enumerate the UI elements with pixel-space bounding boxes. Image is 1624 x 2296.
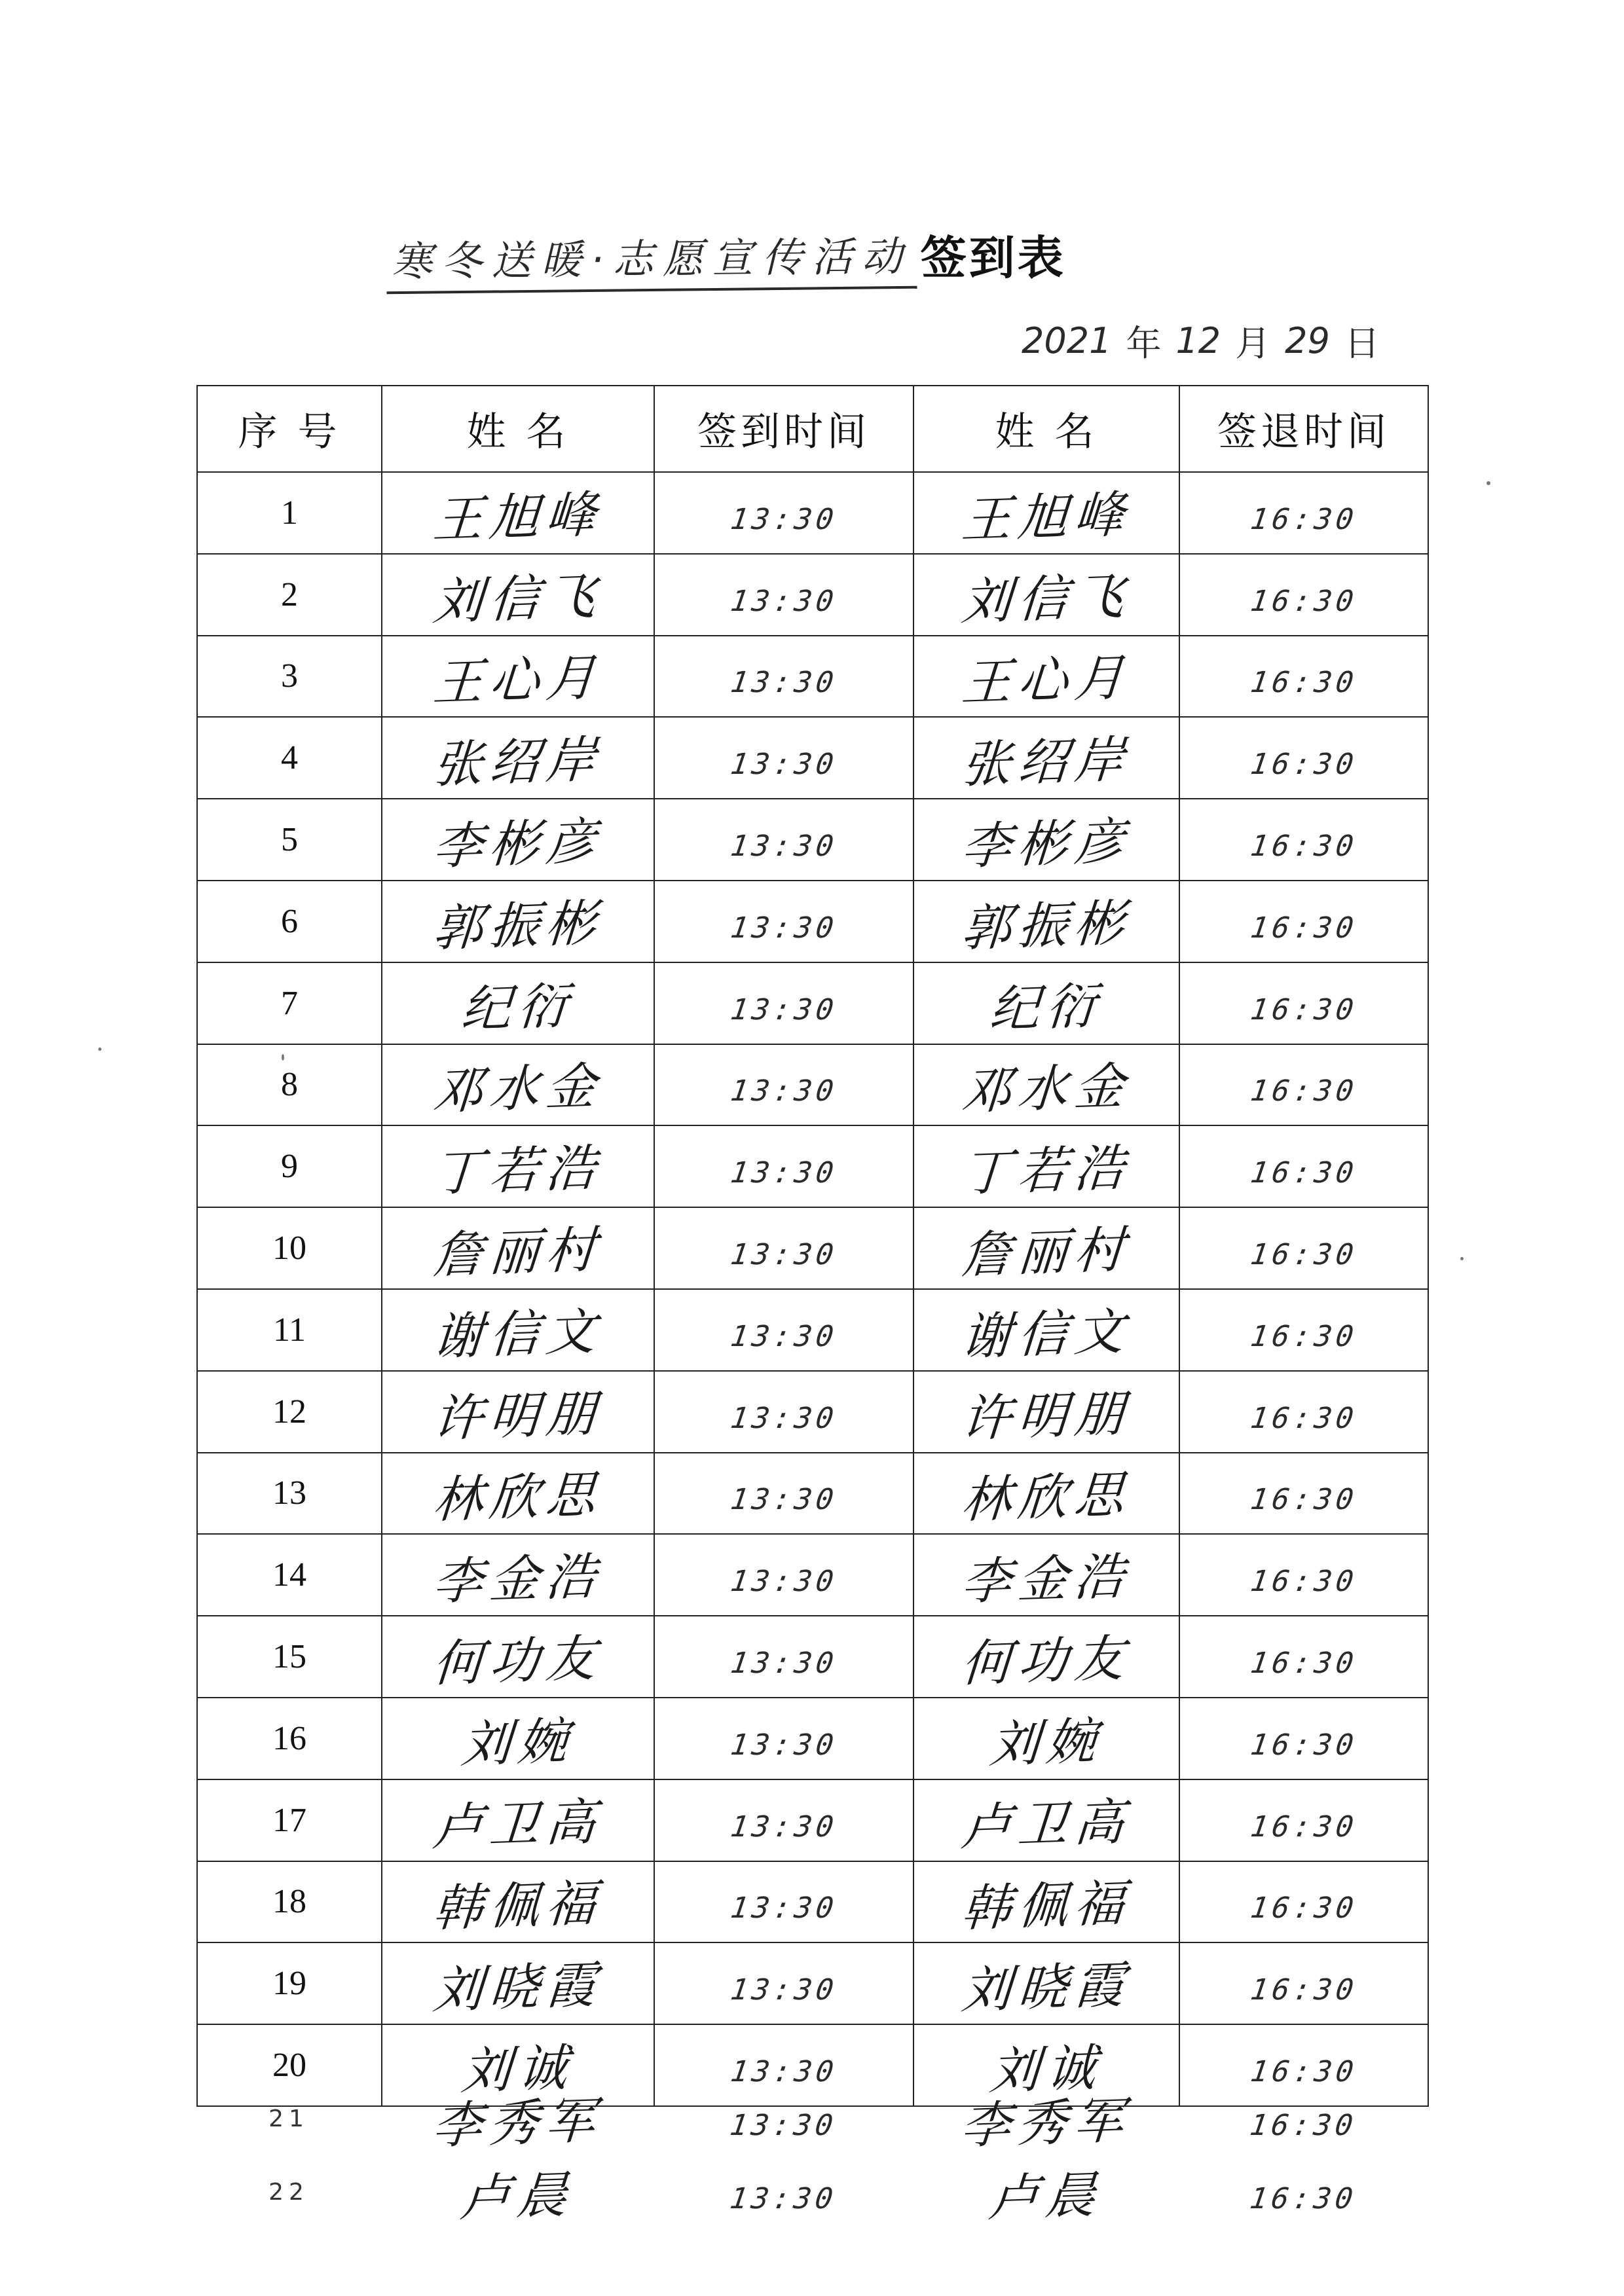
signout-time: 16:30: [1248, 1565, 1359, 1599]
signin-time: 13:30: [728, 584, 840, 618]
signout-signature: 许明朋: [959, 1383, 1133, 1448]
row-number: 18: [272, 1883, 306, 1921]
signout-signature-cell: [913, 1534, 1179, 1616]
signin-signature: 张绍岸: [431, 729, 604, 794]
signin-time-cell: [654, 2155, 913, 2229]
signin-signature-cell: [382, 1698, 654, 1779]
signin-signature: 纪衍: [459, 975, 576, 1038]
signin-signature: 刘诚: [459, 2037, 576, 2101]
signout-signature-cell: [913, 1125, 1179, 1207]
signout-time-cell: [1179, 1942, 1428, 2024]
signin-signature-cell: [382, 799, 654, 881]
signin-signature: 刘婉: [459, 1711, 576, 1774]
signin-signature-cell: [381, 2155, 654, 2229]
signin-signature: 郭振彬: [431, 893, 604, 958]
scan-speck: [98, 1048, 101, 1051]
signout-signature-cell: [913, 962, 1179, 1044]
signout-signature: 刘婉: [987, 1711, 1105, 1774]
signout-time: 16:30: [1248, 829, 1359, 864]
signout-time: 16:30: [1248, 1728, 1359, 1762]
signin-time-cell: [654, 1207, 913, 1289]
signout-time: 16:30: [1248, 993, 1359, 1027]
signin-time-cell: [654, 1861, 913, 1943]
signin-time-cell: [654, 1616, 913, 1698]
row-number-cell: [197, 1207, 382, 1289]
row-number-cell: [197, 1371, 382, 1453]
signin-time: 13:30: [728, 1319, 840, 1353]
table-body: [197, 472, 1428, 2106]
signout-time: 16:30: [1248, 1074, 1359, 1108]
header-signout-time: 签退时间: [1179, 386, 1428, 472]
table-row: [197, 636, 1428, 718]
signin-signature-cell: [382, 1125, 654, 1207]
sheet-date: [1022, 314, 1388, 367]
signin-signature-cell: [382, 1453, 654, 1535]
header-signin-time: 签到时间: [654, 386, 913, 472]
row-number-cell: [197, 799, 382, 881]
row-number: 12: [272, 1393, 306, 1430]
signin-signature: 卢卫高: [431, 1792, 604, 1857]
date-month-unit: 月: [1235, 322, 1271, 364]
signin-time: 13:30: [728, 1483, 840, 1517]
signout-signature: 卢卫高: [959, 1792, 1133, 1857]
handwritten-event-name: 寒冬送暖·志愿宣传活动: [386, 224, 917, 294]
signout-signature-cell: [913, 1698, 1179, 1779]
signout-signature: 何功友: [959, 1628, 1133, 1693]
signout-signature-cell: [913, 1044, 1179, 1126]
signin-signature-cell: [382, 1616, 654, 1698]
signin-time: 13:30: [728, 1810, 840, 1844]
signin-signature: 王心月: [431, 647, 604, 713]
signin-time-cell: [654, 1698, 913, 1779]
table-row: [197, 554, 1428, 636]
signout-signature: 詹丽村: [959, 1220, 1133, 1285]
signout-time: 16:30: [1248, 911, 1359, 945]
signin-signature: 刘信飞: [431, 566, 604, 631]
signout-signature-cell: [913, 1779, 1179, 1861]
signout-signature: 谢信文: [959, 1302, 1133, 1366]
extra-rows-table: [196, 2082, 1428, 2229]
signin-time: 13:30: [728, 2181, 839, 2215]
row-number: 4: [281, 739, 298, 777]
row-number: 22: [268, 2178, 309, 2206]
row-number-cell: [196, 2082, 381, 2155]
table-row: [197, 1044, 1428, 1126]
signin-signature: 李秀军: [430, 2090, 604, 2155]
row-number-cell: [197, 1616, 382, 1698]
signout-signature-cell: [913, 636, 1179, 718]
signout-signature-cell: [913, 1616, 1179, 1698]
signin-time: 13:30: [728, 911, 840, 945]
table-header-row: [197, 386, 1428, 472]
signout-signature: 纪衍: [987, 975, 1105, 1038]
signout-time-cell: [1179, 1371, 1428, 1453]
signout-time: 16:30: [1247, 2181, 1359, 2215]
signin-time: 13:30: [728, 2055, 840, 2089]
signout-signature-cell: [913, 1207, 1179, 1289]
row-number: 14: [272, 1556, 306, 1594]
signout-time-cell: [1179, 1125, 1428, 1207]
row-number-cell: [197, 1698, 382, 1779]
signin-time: 13:30: [728, 993, 840, 1027]
signout-signature: 王旭峰: [959, 484, 1133, 549]
signin-time-cell: [654, 636, 913, 718]
signout-signature-cell: [913, 554, 1179, 636]
signin-table: [196, 385, 1429, 2107]
signout-time-cell: [1179, 1207, 1428, 1289]
table-row: [197, 472, 1428, 554]
row-number: 15: [272, 1638, 306, 1676]
row-number-cell: [197, 554, 382, 636]
signin-time: 13:30: [728, 1647, 840, 1681]
row-number-cell: [197, 1125, 382, 1207]
signout-time: 16:30: [1248, 1319, 1359, 1353]
signin-time-cell: [654, 472, 913, 554]
signin-signature-cell: [382, 1534, 654, 1616]
table-row: [197, 1779, 1428, 1861]
signout-time: 16:30: [1248, 1647, 1359, 1681]
table-row: [197, 1698, 1428, 1779]
signout-time: 16:30: [1248, 1483, 1359, 1517]
date-month: 12: [1175, 319, 1221, 361]
row-number: 1: [281, 494, 298, 532]
row-number: 10: [272, 1230, 306, 1267]
signout-signature: 张绍岸: [959, 729, 1133, 794]
signout-signature: 李金浩: [959, 1546, 1133, 1611]
signin-signature: 韩佩福: [431, 1873, 604, 1939]
signout-time-cell: [1179, 799, 1428, 881]
signout-signature: 刘信飞: [959, 566, 1133, 631]
scan-speck: [1460, 1257, 1464, 1260]
signin-signature: 王旭峰: [431, 484, 604, 549]
row-number-cell: [196, 2155, 381, 2229]
table-row: [197, 1616, 1428, 1698]
signout-signature-cell: [913, 1371, 1179, 1453]
signin-signature: 林欣思: [431, 1465, 604, 1530]
signout-signature: 丁若浩: [959, 1138, 1133, 1203]
signout-signature: 王心月: [959, 647, 1133, 713]
row-number: 19: [272, 1965, 306, 2003]
row-number: 13: [272, 1474, 306, 1512]
row-number: 21: [268, 2105, 309, 2132]
signin-time: 13:30: [728, 1973, 840, 2007]
table-row: [197, 962, 1428, 1044]
signout-signature: 韩佩福: [959, 1873, 1133, 1939]
row-number-cell: [197, 881, 382, 962]
signout-signature: 卢晨: [987, 2164, 1104, 2227]
signin-time-cell: [654, 1125, 913, 1207]
signin-signature: 谢信文: [431, 1302, 604, 1366]
signout-signature-cell: [913, 717, 1179, 799]
date-day: 29: [1285, 319, 1330, 361]
row-number-cell: [197, 1044, 382, 1126]
signin-signature: 李金浩: [431, 1546, 604, 1611]
signout-time-cell: [1179, 881, 1428, 962]
signin-time: 13:30: [728, 1074, 840, 1108]
row-number-cell: [197, 1289, 382, 1371]
signout-time: 16:30: [1247, 2108, 1359, 2142]
signout-time-cell: [1179, 1861, 1428, 1943]
signin-signature-cell: [382, 1779, 654, 1861]
date-year-unit: 年: [1126, 322, 1162, 364]
signout-time: 16:30: [1248, 748, 1359, 782]
signin-signature-cell: [382, 554, 654, 636]
signout-signature-cell: [913, 2155, 1179, 2229]
signout-time-cell: [1179, 554, 1428, 636]
signout-signature-cell: [913, 799, 1179, 881]
signout-signature-cell: [913, 881, 1179, 962]
row-number-cell: [197, 636, 382, 718]
signin-time-cell: [654, 1534, 913, 1616]
signout-signature: 李彬彦: [959, 811, 1133, 876]
signout-time: 16:30: [1248, 1238, 1359, 1272]
signin-time-cell: [654, 799, 913, 881]
signout-signature-cell: [913, 472, 1179, 554]
row-number: 6: [281, 902, 298, 940]
printed-title: 签到表: [920, 231, 1066, 285]
signout-signature: 刘诚: [987, 2037, 1105, 2101]
signin-signature: 许明朋: [431, 1383, 604, 1448]
signin-signature: 李彬彦: [431, 811, 604, 876]
row-number-cell: [197, 717, 382, 799]
signout-time: 16:30: [1248, 1810, 1359, 1844]
signin-time-cell: [654, 1289, 913, 1371]
signin-signature-cell: [382, 1044, 654, 1126]
signin-signature: 何功友: [431, 1628, 604, 1693]
signin-time-cell: [654, 1453, 913, 1535]
signin-signature: 邓水金: [431, 1056, 604, 1121]
signout-time-cell: [1179, 1698, 1428, 1779]
signout-time: 16:30: [1248, 1891, 1359, 1925]
signout-signature-cell: [913, 1861, 1179, 1943]
table-row: [197, 1534, 1428, 1616]
table-row: [197, 1289, 1428, 1371]
signout-time-cell: [1179, 1616, 1428, 1698]
row-number: 8: [281, 1066, 298, 1104]
signin-signature-cell: [382, 1289, 654, 1371]
row-number: 11: [272, 1311, 306, 1349]
row-number-cell: [197, 1453, 382, 1535]
signin-time-cell: [654, 1942, 913, 2024]
row-number: 16: [272, 1719, 306, 1757]
signout-signature-cell: [913, 1453, 1179, 1535]
signout-time: 16:30: [1248, 1156, 1359, 1190]
signout-time: 16:30: [1248, 666, 1359, 700]
header-serial-number: 序 号: [197, 386, 382, 472]
signin-time-cell: [654, 717, 913, 799]
signout-signature: 邓水金: [959, 1056, 1133, 1121]
signin-signature-cell: [381, 2082, 654, 2155]
signin-signature-cell: [382, 1861, 654, 1943]
signin-time: 13:30: [728, 748, 840, 782]
header-name-in: 姓 名: [382, 386, 654, 472]
signout-time-cell: [1179, 1534, 1428, 1616]
signout-time: 16:30: [1248, 502, 1359, 536]
signout-time-cell: [1179, 1289, 1428, 1371]
row-number-cell: [197, 1942, 382, 2024]
signout-time-cell: [1179, 1044, 1428, 1126]
signin-time-cell: [654, 1044, 913, 1126]
signout-time-cell: [1179, 2155, 1428, 2229]
table-row: [197, 1371, 1428, 1453]
signin-signature: 刘晓霞: [431, 1955, 604, 2020]
signout-time: 16:30: [1248, 1973, 1359, 2007]
signin-time-cell: [654, 1779, 913, 1861]
table-row: [197, 799, 1428, 881]
row-number-cell: [197, 1534, 382, 1616]
row-number: 7: [281, 984, 298, 1022]
signin-time: 13:30: [728, 2108, 839, 2142]
signout-time: 16:30: [1248, 1401, 1359, 1435]
sheet-title: [386, 219, 1270, 291]
signin-signature: 詹丽村: [431, 1220, 604, 1285]
signout-signature-cell: [913, 1289, 1179, 1371]
signin-signature: 卢晨: [458, 2164, 576, 2227]
extra-rows-body: [196, 2082, 1428, 2229]
row-number: 20: [272, 2047, 306, 2085]
signout-time-cell: [1179, 472, 1428, 554]
signin-time: 13:30: [728, 1156, 840, 1190]
signin-time: 13:30: [728, 1891, 840, 1925]
scan-speck: [1486, 481, 1490, 485]
signin-time-cell: [654, 962, 913, 1044]
row-number: 5: [281, 821, 298, 859]
signout-signature-cell: [913, 2082, 1179, 2155]
signout-time-cell: [1179, 636, 1428, 718]
signout-signature-cell: [913, 1942, 1179, 2024]
signin-time: 13:30: [728, 1728, 840, 1762]
signin-time-cell: [654, 1371, 913, 1453]
date-year: 2021: [1022, 319, 1112, 361]
signin-signature-cell: [382, 717, 654, 799]
signin-time: 13:30: [728, 1401, 840, 1435]
table-row: [196, 2155, 1428, 2229]
signout-time-cell: [1179, 2082, 1428, 2155]
signout-signature: 刘晓霞: [959, 1955, 1133, 2020]
table-row: [197, 717, 1428, 799]
signin-time: 13:30: [728, 666, 840, 700]
signin-signature-cell: [382, 962, 654, 1044]
signin-time: 13:30: [728, 1565, 840, 1599]
signout-signature: 林欣思: [959, 1465, 1133, 1530]
signin-signature-cell: [382, 1942, 654, 2024]
table-row: [197, 1125, 1428, 1207]
row-number-cell: [197, 1861, 382, 1943]
table-row: [197, 1207, 1428, 1289]
table-row: [197, 1453, 1428, 1535]
table-row: [197, 881, 1428, 962]
signout-time: 16:30: [1248, 584, 1359, 618]
table-row: [196, 2082, 1428, 2155]
signin-signature-cell: [382, 881, 654, 962]
table-row: [197, 1861, 1428, 1943]
signout-time: 16:30: [1248, 2055, 1359, 2089]
row-number: 17: [272, 1801, 306, 1839]
signin-time: 13:30: [728, 1238, 840, 1272]
signin-time-cell: [654, 881, 913, 962]
signin-time-cell: [654, 2082, 913, 2155]
signin-time: 13:30: [728, 829, 840, 864]
signin-signature: 丁若浩: [431, 1138, 604, 1203]
signout-time-cell: [1179, 1453, 1428, 1535]
table-row: [197, 1942, 1428, 2024]
row-number-cell: [197, 472, 382, 554]
signin-signature-cell: [382, 472, 654, 554]
signout-signature: 郭振彬: [959, 893, 1133, 958]
signout-signature: 李秀军: [959, 2090, 1132, 2155]
date-day-unit: 日: [1344, 322, 1380, 364]
row-number: 3: [281, 657, 298, 695]
row-number-cell: [197, 962, 382, 1044]
signin-signature-cell: [382, 1371, 654, 1453]
row-number: 2: [281, 575, 298, 613]
scan-speck: [282, 1054, 284, 1061]
signin-signature-cell: [382, 636, 654, 718]
row-number-cell: [197, 1779, 382, 1861]
row-number: 9: [281, 1148, 298, 1186]
header-name-out: 姓 名: [913, 386, 1179, 472]
signin-signature-cell: [382, 1207, 654, 1289]
signout-time-cell: [1179, 962, 1428, 1044]
signin-time: 13:30: [728, 502, 840, 536]
signin-time-cell: [654, 554, 913, 636]
signout-time-cell: [1179, 717, 1428, 799]
signout-time-cell: [1179, 1779, 1428, 1861]
